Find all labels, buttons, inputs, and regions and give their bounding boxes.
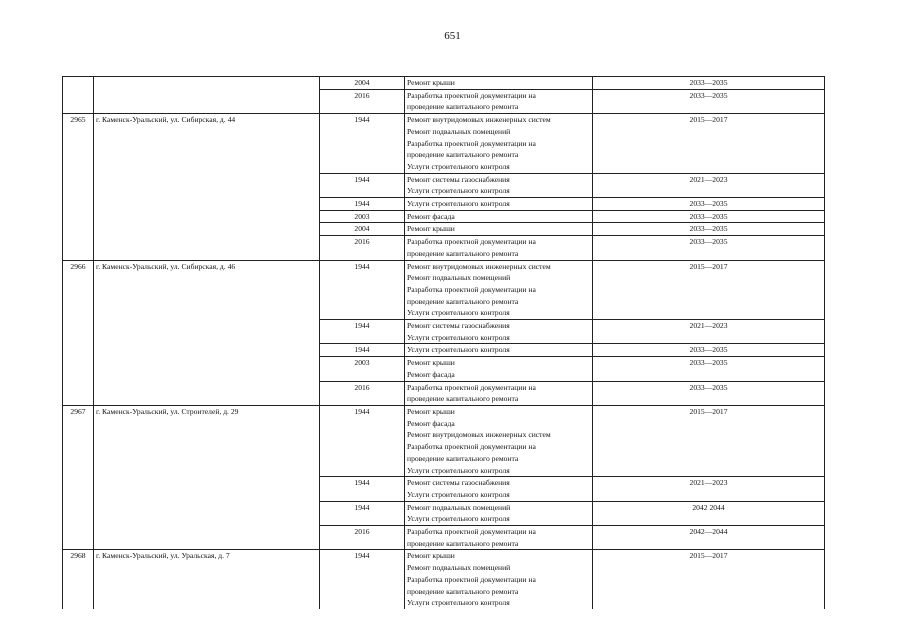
page-number: 651	[444, 30, 461, 42]
capital-repair-table	[62, 76, 825, 609]
work-type-cell	[405, 501, 593, 525]
work-type-line: Разработка проектной документации на	[407, 138, 536, 148]
address-cell	[94, 77, 320, 114]
work-type-cell	[405, 223, 593, 236]
work-type-line: Ремонт крыши	[407, 551, 455, 561]
year-cell: 2004	[320, 223, 405, 236]
work-type-line: Ремонт внутридомовых инженерных систем	[407, 261, 551, 271]
work-type-line: Ремонт крыши	[407, 78, 455, 87]
year-cell: 1944	[320, 405, 405, 476]
year-cell: 1944	[320, 344, 405, 357]
work-type-cell	[405, 210, 593, 223]
table-row	[63, 550, 825, 609]
period-cell: 2021—2023	[593, 320, 825, 344]
work-type-line: Услуги строительного контроля	[407, 308, 510, 318]
work-type-line: Ремонт фасада	[407, 369, 455, 379]
period-cell: 2033—2035	[593, 198, 825, 211]
work-type-cell	[405, 320, 593, 344]
house-number-cell: 2965	[63, 114, 94, 260]
house-number-cell: 2967	[63, 405, 94, 549]
address-cell: г. Каменск-Уральский, ул. Уральская, д. 7	[94, 550, 320, 609]
work-type-line: Разработка проектной документации на	[407, 382, 536, 392]
period-cell: 2015—2017	[593, 550, 825, 609]
work-type-line: Услуги строительного контроля	[407, 489, 510, 499]
year-cell: 1944	[320, 260, 405, 320]
period-cell: 2015—2017	[593, 114, 825, 174]
work-type-line: Услуги строительного контроля	[407, 332, 510, 342]
table-row	[63, 405, 825, 476]
work-type-line: Разработка проектной документации на	[407, 574, 536, 584]
house-number-cell	[63, 77, 94, 114]
work-type-line: проведение капитального ремонта	[407, 453, 519, 463]
work-type-line: Ремонт крыши	[407, 406, 455, 416]
period-cell: 2033—2035	[593, 223, 825, 236]
work-type-cell	[405, 260, 593, 320]
period-cell: 2033—2035	[593, 77, 825, 90]
period-cell: 2033—2035	[593, 344, 825, 357]
work-type-line: Ремонт подвальных помещений	[407, 273, 511, 283]
year-cell: 1944	[320, 477, 405, 501]
work-type-line: проведение капитального ремонта	[407, 150, 519, 160]
period-cell: 2033—2035	[593, 381, 825, 405]
work-type-line: Разработка проектной документации на	[407, 527, 536, 537]
table-row	[63, 114, 825, 174]
work-type-line: Услуги строительного контроля	[407, 465, 510, 475]
work-type-line: Услуги строительного контроля	[407, 161, 510, 171]
work-type-line: проведение капитального ремонта	[407, 296, 519, 306]
work-type-line: Услуги строительного контроля	[407, 598, 510, 608]
work-type-line: Ремонт системы газоснабжения	[407, 478, 510, 488]
work-type-line: проведение капитального ремонта	[407, 586, 519, 596]
work-type-cell	[405, 477, 593, 501]
period-cell: 2042—2044	[593, 526, 825, 550]
period-cell: 2033—2035	[593, 210, 825, 223]
work-type-line: Услуги строительного контроля	[407, 186, 510, 196]
year-cell: 2016	[320, 236, 405, 260]
work-type-line: проведение капитального ремонта	[407, 102, 519, 112]
work-type-line: Разработка проектной документации на	[407, 284, 536, 294]
year-cell: 2016	[320, 381, 405, 405]
period-cell: 2033—2035	[593, 89, 825, 113]
work-type-line: Услуги строительного контроля	[407, 514, 510, 524]
year-cell: 2016	[320, 526, 405, 550]
period-cell: 2033—2035	[593, 357, 825, 381]
year-cell: 2003	[320, 210, 405, 223]
work-type-cell	[405, 357, 593, 381]
work-type-cell	[405, 550, 593, 609]
work-type-cell	[405, 344, 593, 357]
house-number-cell: 2968	[63, 550, 94, 609]
period-cell: 2033—2035	[593, 236, 825, 260]
work-type-line: Услуги строительного контроля	[407, 345, 510, 355]
period-cell: 2015—2017	[593, 405, 825, 476]
period-cell: 2042 2044	[593, 501, 825, 525]
address-cell: г. Каменск-Уральский, ул. Сибирская, д. 46	[94, 260, 320, 405]
year-cell: 2016	[320, 89, 405, 113]
work-type-cell	[405, 77, 593, 90]
address-cell: г. Каменск-Уральский, ул. Строителей, д. 29	[94, 405, 320, 549]
work-type-line: Ремонт подвальных помещений	[407, 563, 511, 573]
year-cell: 1944	[320, 501, 405, 525]
work-type-line: Ремонт системы газоснабжения	[407, 174, 510, 184]
work-type-line: Разработка проектной документации на	[407, 442, 536, 452]
work-type-cell	[405, 381, 593, 405]
work-type-line: Разработка проектной документации на	[407, 90, 536, 100]
work-type-line: Ремонт внутридомовых инженерных систем	[407, 430, 551, 440]
table-row	[63, 260, 825, 320]
work-type-line: проведение капитального ремонта	[407, 394, 519, 404]
period-cell: 2021—2023	[593, 477, 825, 501]
work-type-line: проведение капитального ремонта	[407, 248, 519, 258]
period-cell: 2021—2023	[593, 173, 825, 197]
period-cell: 2015—2017	[593, 260, 825, 320]
year-cell: 1944	[320, 173, 405, 197]
work-type-cell	[405, 173, 593, 197]
year-cell: 1944	[320, 320, 405, 344]
work-type-line: Ремонт крыши	[407, 358, 455, 368]
work-type-cell	[405, 526, 593, 550]
work-type-line: Ремонт подвальных помещений	[407, 126, 511, 136]
work-type-cell	[405, 89, 593, 113]
work-type-line: Ремонт внутридомовых инженерных систем	[407, 115, 551, 125]
year-cell: 1944	[320, 550, 405, 609]
year-cell: 1944	[320, 198, 405, 211]
address-cell: г. Каменск-Уральский, ул. Сибирская, д. 44	[94, 114, 320, 260]
year-cell: 2003	[320, 357, 405, 381]
work-type-line: Услуги строительного контроля	[407, 199, 510, 209]
work-type-cell	[405, 198, 593, 211]
work-type-cell	[405, 236, 593, 260]
year-cell: 2004	[320, 77, 405, 90]
work-type-line: Ремонт системы газоснабжения	[407, 321, 510, 331]
house-number-cell: 2966	[63, 260, 94, 405]
work-type-line: Ремонт подвальных помещений	[407, 502, 511, 512]
work-type-line: Ремонт крыши	[407, 224, 455, 234]
work-type-line: проведение капитального ремонта	[407, 538, 519, 548]
year-cell: 1944	[320, 114, 405, 174]
work-type-cell	[405, 405, 593, 476]
work-type-line: Разработка проектной документации на	[407, 237, 536, 247]
work-type-line: Ремонт фасада	[407, 418, 455, 428]
work-type-cell	[405, 114, 593, 174]
table-row	[63, 77, 825, 90]
work-type-line: Ремонт фасада	[407, 211, 455, 221]
